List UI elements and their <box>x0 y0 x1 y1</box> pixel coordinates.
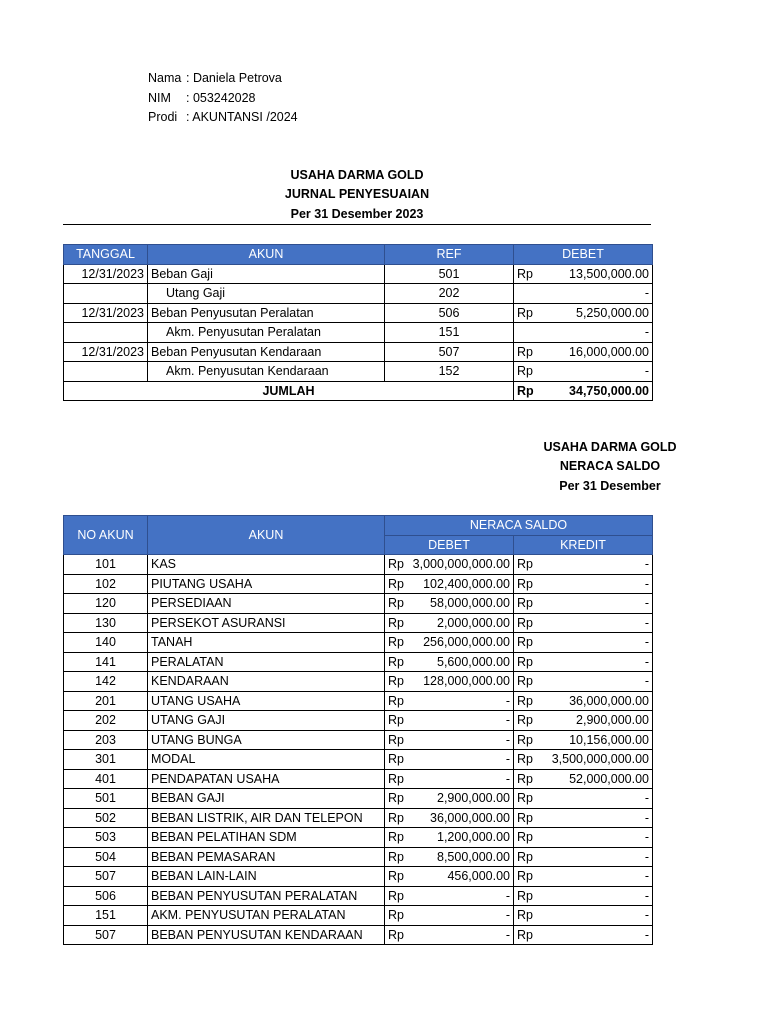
tb-row <box>64 730 653 750</box>
tb-row <box>64 652 653 672</box>
tb-debet-currency: Rp <box>385 594 407 614</box>
tb-kredit-currency: Rp <box>514 808 544 828</box>
tb-debet-amount: 58,000,000.00 <box>407 594 514 614</box>
tb-kredit-currency: Rp <box>514 867 544 887</box>
tb-kredit-amount: - <box>544 633 653 653</box>
tb-row <box>64 633 653 653</box>
tb-account-name: BEBAN PENYUSUTAN PERALATAN <box>148 886 385 906</box>
tb-kredit-amount: 10,156,000.00 <box>544 730 653 750</box>
tb-account-number: 140 <box>64 633 148 653</box>
tb-debet-currency: Rp <box>385 925 407 945</box>
tb-account-name: UTANG USAHA <box>148 691 385 711</box>
nim-value: : 053242028 <box>186 91 256 105</box>
tb-kredit-amount: 3,500,000,000.00 <box>544 750 653 770</box>
tb-kredit-currency: Rp <box>514 555 544 575</box>
tb-kredit-currency: Rp <box>514 711 544 731</box>
tb-debet-amount: 3,000,000,000.00 <box>407 555 514 575</box>
tb-debet-currency: Rp <box>385 750 407 770</box>
tb-account-name: MODAL <box>148 750 385 770</box>
tb-debet-currency: Rp <box>385 867 407 887</box>
tb-account-name: BEBAN PEMASARAN <box>148 847 385 867</box>
journal-company: USAHA DARMA GOLD <box>290 168 424 182</box>
tb-account-name: PERALATAN <box>148 652 385 672</box>
tb-row <box>64 594 653 614</box>
tb-debet-currency: Rp <box>385 828 407 848</box>
tb-debet-amount: 2,900,000.00 <box>407 789 514 809</box>
nim-label: NIM <box>148 91 171 105</box>
tb-account-name: BEBAN PENYUSUTAN KENDARAAN <box>148 925 385 945</box>
tb-kredit-amount: - <box>544 555 653 575</box>
journal-ref: 202 <box>385 284 514 304</box>
tb-kredit-amount: - <box>544 789 653 809</box>
journal-date: 12/31/2023 <box>64 342 148 362</box>
tb-row <box>64 672 653 692</box>
tb-title: NERACA SALDO <box>559 459 661 473</box>
journal-amount: 5,250,000.00 <box>544 303 653 323</box>
tb-row <box>64 613 653 633</box>
journal-account: Utang Gaji <box>148 284 385 304</box>
tb-debet-currency: Rp <box>385 789 407 809</box>
tb-kredit-amount: 36,000,000.00 <box>544 691 653 711</box>
journal-amount: - <box>544 284 653 304</box>
journal-account: Akm. Penyusutan Kendaraan <box>148 362 385 382</box>
tb-debet-amount: 2,000,000.00 <box>407 613 514 633</box>
col-akun: AKUN <box>148 245 385 265</box>
trial-balance-table <box>63 515 653 945</box>
col-tanggal: TANGGAL <box>64 245 148 265</box>
col-debet: DEBET <box>514 245 653 265</box>
tb-account-number: 102 <box>64 574 148 594</box>
name-value: : Daniela Petrova <box>186 71 282 85</box>
tb-debet-amount: - <box>407 906 514 926</box>
tb-account-number: 201 <box>64 691 148 711</box>
prodi-label: Prodi <box>148 110 178 124</box>
col-tb-akun: AKUN <box>148 516 385 555</box>
tb-account-number: 501 <box>64 789 148 809</box>
tb-debet-amount: - <box>407 711 514 731</box>
journal-account: Beban Penyusutan Peralatan <box>148 303 385 323</box>
tb-row <box>64 691 653 711</box>
tb-account-number: 507 <box>64 925 148 945</box>
tb-kredit-amount: 2,900,000.00 <box>544 711 653 731</box>
tb-kredit-currency: Rp <box>514 769 544 789</box>
col-ref: REF <box>385 245 514 265</box>
journal-account: Beban Penyusutan Kendaraan <box>148 342 385 362</box>
tb-kredit-currency: Rp <box>514 847 544 867</box>
tb-kredit-currency: Rp <box>514 886 544 906</box>
tb-debet-currency: Rp <box>385 672 407 692</box>
tb-header-row-1 <box>64 516 653 536</box>
tb-kredit-currency: Rp <box>514 906 544 926</box>
tb-account-name: PERSEDIAAN <box>148 594 385 614</box>
tb-account-name: BEBAN LAIN-LAIN <box>148 867 385 887</box>
tb-account-number: 504 <box>64 847 148 867</box>
tb-row <box>64 847 653 867</box>
tb-row <box>64 906 653 926</box>
tb-kredit-amount: - <box>544 847 653 867</box>
tb-debet-amount: 1,200,000.00 <box>407 828 514 848</box>
tb-account-name: KAS <box>148 555 385 575</box>
tb-debet-amount: - <box>407 691 514 711</box>
tb-debet-amount: 256,000,000.00 <box>407 633 514 653</box>
journal-currency: Rp <box>514 303 544 323</box>
tb-debet-amount: 128,000,000.00 <box>407 672 514 692</box>
journal-period: Per 31 Desember 2023 <box>290 207 424 221</box>
tb-account-number: 401 <box>64 769 148 789</box>
tb-debet-amount: - <box>407 769 514 789</box>
tb-debet-amount: 5,600,000.00 <box>407 652 514 672</box>
journal-ref: 506 <box>385 303 514 323</box>
tb-period: Per 31 Desember <box>559 479 661 493</box>
tb-kredit-currency: Rp <box>514 594 544 614</box>
tb-debet-currency: Rp <box>385 711 407 731</box>
journal-currency: Rp <box>514 264 544 284</box>
journal-amount: - <box>544 323 653 343</box>
tb-row <box>64 555 653 575</box>
journal-date: 12/31/2023 <box>64 303 148 323</box>
tb-debet-amount: 102,400,000.00 <box>407 574 514 594</box>
tb-account-name: PIUTANG USAHA <box>148 574 385 594</box>
tb-row <box>64 789 653 809</box>
tb-account-number: 502 <box>64 808 148 828</box>
tb-debet-amount: 8,500,000.00 <box>407 847 514 867</box>
tb-kredit-amount: - <box>544 828 653 848</box>
tb-kredit-amount: - <box>544 808 653 828</box>
tb-debet-currency: Rp <box>385 730 407 750</box>
tb-kredit-amount: - <box>544 574 653 594</box>
tb-kredit-amount: - <box>544 652 653 672</box>
tb-kredit-currency: Rp <box>514 789 544 809</box>
tb-account-number: 141 <box>64 652 148 672</box>
tb-kredit-amount: 52,000,000.00 <box>544 769 653 789</box>
tb-kredit-currency: Rp <box>514 613 544 633</box>
journal-ref: 507 <box>385 342 514 362</box>
tb-account-number: 120 <box>64 594 148 614</box>
tb-debet-amount: - <box>407 886 514 906</box>
col-tb-kredit: KREDIT <box>514 535 653 555</box>
tb-account-number: 503 <box>64 828 148 848</box>
journal-date: 12/31/2023 <box>64 264 148 284</box>
tb-debet-amount: - <box>407 750 514 770</box>
tb-account-name: AKM. PENYUSUTAN PERALATAN <box>148 906 385 926</box>
tb-kredit-currency: Rp <box>514 633 544 653</box>
tb-account-name: PERSEKOT ASURANSI <box>148 613 385 633</box>
tb-kredit-currency: Rp <box>514 672 544 692</box>
journal-amount: 16,000,000.00 <box>544 342 653 362</box>
journal-currency: Rp <box>514 362 544 382</box>
col-neraca-saldo: NERACA SALDO <box>385 516 653 536</box>
journal-ref: 151 <box>385 323 514 343</box>
tb-account-number: 142 <box>64 672 148 692</box>
tb-debet-amount: 456,000.00 <box>407 867 514 887</box>
tb-account-number: 507 <box>64 867 148 887</box>
tb-kredit-currency: Rp <box>514 730 544 750</box>
tb-row <box>64 925 653 945</box>
journal-account: Beban Gaji <box>148 264 385 284</box>
journal-account: Akm. Penyusutan Peralatan <box>148 323 385 343</box>
tb-account-number: 301 <box>64 750 148 770</box>
tb-kredit-amount: - <box>544 613 653 633</box>
tb-account-name: KENDARAAN <box>148 672 385 692</box>
tb-debet-currency: Rp <box>385 574 407 594</box>
name-label: Nama <box>148 71 182 85</box>
tb-debet-currency: Rp <box>385 633 407 653</box>
tb-account-name: TANAH <box>148 633 385 653</box>
tb-account-name: UTANG GAJI <box>148 711 385 731</box>
tb-debet-currency: Rp <box>385 906 407 926</box>
tb-debet-amount: - <box>407 925 514 945</box>
tb-row <box>64 711 653 731</box>
tb-kredit-amount: - <box>544 594 653 614</box>
tb-debet-currency: Rp <box>385 691 407 711</box>
tb-kredit-currency: Rp <box>514 691 544 711</box>
tb-account-number: 101 <box>64 555 148 575</box>
tb-row <box>64 886 653 906</box>
tb-debet-currency: Rp <box>385 555 407 575</box>
tb-account-number: 202 <box>64 711 148 731</box>
tb-kredit-currency: Rp <box>514 925 544 945</box>
tb-company: USAHA DARMA GOLD <box>543 440 677 454</box>
tb-kredit-currency: Rp <box>514 828 544 848</box>
journal-total-label: JUMLAH <box>64 381 514 401</box>
journal-currency: Rp <box>514 342 544 362</box>
tb-row <box>64 574 653 594</box>
col-tb-debet: DEBET <box>385 535 514 555</box>
tb-debet-amount: - <box>407 730 514 750</box>
tb-kredit-amount: - <box>544 906 653 926</box>
tb-account-number: 506 <box>64 886 148 906</box>
journal-amount: - <box>544 362 653 382</box>
journal-amount: 13,500,000.00 <box>544 264 653 284</box>
tb-account-name: PENDAPATAN USAHA <box>148 769 385 789</box>
tb-row <box>64 828 653 848</box>
tb-account-number: 130 <box>64 613 148 633</box>
tb-debet-amount: 36,000,000.00 <box>407 808 514 828</box>
tb-account-number: 151 <box>64 906 148 926</box>
journal-ref: 501 <box>385 264 514 284</box>
tb-row <box>64 867 653 887</box>
tb-account-name: UTANG BUNGA <box>148 730 385 750</box>
tb-debet-currency: Rp <box>385 886 407 906</box>
tb-row <box>64 769 653 789</box>
tb-kredit-amount: - <box>544 925 653 945</box>
tb-debet-currency: Rp <box>385 808 407 828</box>
tb-account-name: BEBAN LISTRIK, AIR DAN TELEPON <box>148 808 385 828</box>
tb-kredit-amount: - <box>544 886 653 906</box>
tb-debet-currency: Rp <box>385 613 407 633</box>
tb-account-name: BEBAN PELATIHAN SDM <box>148 828 385 848</box>
tb-row <box>64 808 653 828</box>
tb-row <box>64 750 653 770</box>
tb-debet-currency: Rp <box>385 847 407 867</box>
tb-kredit-amount: - <box>544 672 653 692</box>
tb-account-name: BEBAN GAJI <box>148 789 385 809</box>
journal-total-currency: Rp <box>514 381 544 401</box>
tb-kredit-amount: - <box>544 867 653 887</box>
tb-kredit-currency: Rp <box>514 574 544 594</box>
prodi-value: : AKUNTANSI /2024 <box>186 110 298 124</box>
tb-debet-currency: Rp <box>385 652 407 672</box>
tb-kredit-currency: Rp <box>514 750 544 770</box>
tb-kredit-currency: Rp <box>514 652 544 672</box>
journal-total-amount: 34,750,000.00 <box>544 381 653 401</box>
journal-title: JURNAL PENYESUAIAN <box>284 187 430 201</box>
tb-account-number: 203 <box>64 730 148 750</box>
col-no-akun: NO AKUN <box>64 516 148 555</box>
journal-ref: 152 <box>385 362 514 382</box>
tb-debet-currency: Rp <box>385 769 407 789</box>
